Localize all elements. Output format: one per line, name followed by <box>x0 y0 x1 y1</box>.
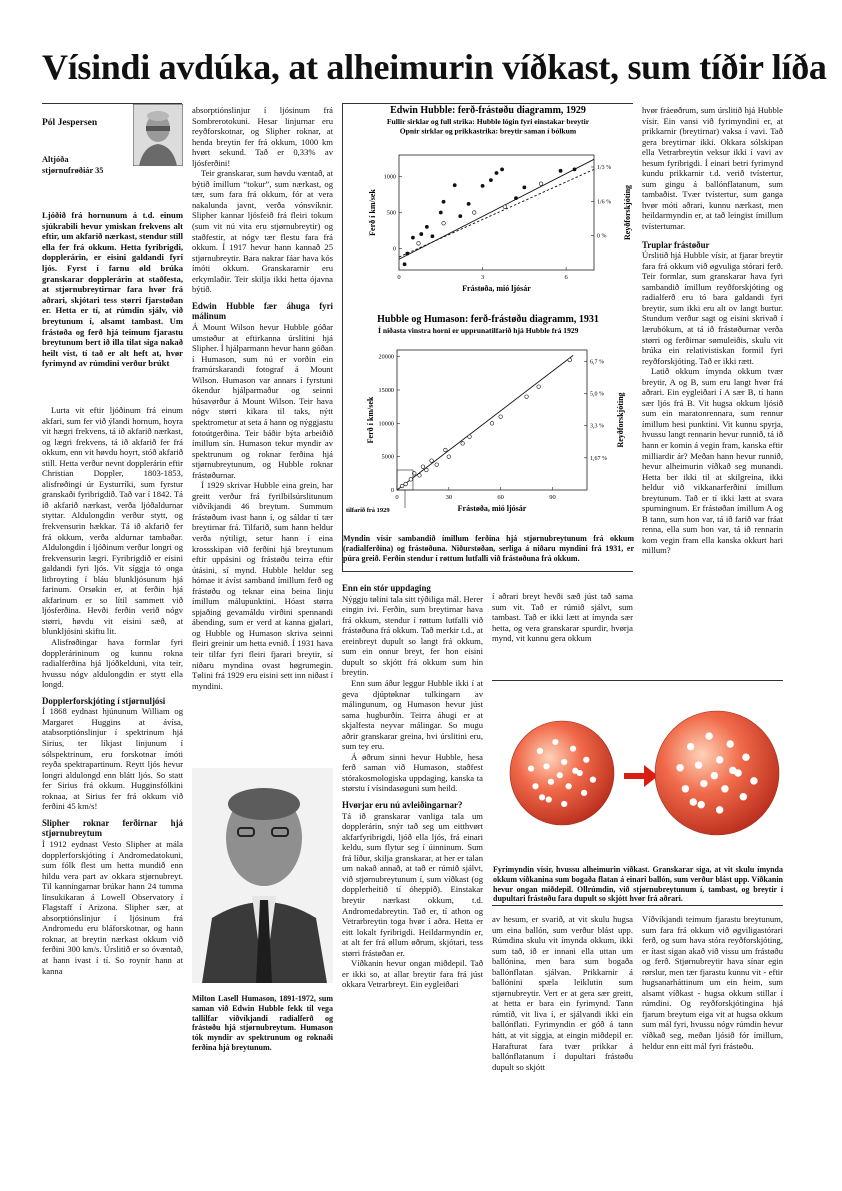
galaxy-dot <box>543 763 549 769</box>
paragraph: Í 1929 skrivar Hubble eina grein, har greitt verður frá fyrilbilsúrslitunum viðvíkjandi 46 breytum. Summum frástøðum ivast hann í, og sáldar tí tær breytirnar frá. Tilfarið, sum hann heldur verða nýtiligt, setur hann í eina krossskipan við ferðini hjá breytunum eftir uppásini og frástøðu teirra eftir útásini, sí mynd. Hubble heldur seg hómae it ávíst samband ímillum ferð og frástøðu og teknar eina beina linju ímillum málupunktini. Hóast størra spjaðing gevamáldu virðini spennandi ábending, sum er verd at kanna gjølari, og Hubble og Humason skriva seinni fleiri greinir um hetta evnið. Í 1931 hava teir tilfar fyri fleiri fjarari breytir, sí niðaru myndina ovast høgrumegin. Tølini frá 1929 eru eisini sett inn niðast í myndini. <box>192 480 333 691</box>
y-tick-label: 15000 <box>378 387 394 394</box>
chart-subtitle: Opnir sirklar og prikkastrika: breytir saman í bólkum <box>399 126 577 136</box>
inset-label: tilfarið frá 1929 <box>346 507 390 514</box>
data-point <box>539 182 543 186</box>
galaxy-dot <box>537 748 543 754</box>
data-point <box>559 169 562 172</box>
data-point <box>499 415 503 419</box>
galaxy-dot <box>572 768 578 774</box>
y2-tick-label: 1/6 % <box>597 199 612 206</box>
galaxy-dot <box>581 790 587 796</box>
section-heading: Edwin Hubble fær áhuga fyri málinum <box>192 300 333 322</box>
paragraph: Latið okkum ímynda okkum tvær breytir, A og B, sum eru langt hvør frá aðrari. Ein eygleiðari í A sær B, tí hann sær ljós frá B. Vit hugsa okkum ljósið sum ein maratonrennara, sum rennur ímillum hesi punktini. Vit kunnu spyrja, hvussu langt rennarin hevur runnið, tá ið hann er komin á vegin fram, kanska eftir milliardir ár? Meðan hann hevur runnið, hevur alheimurin víðkað seg munandi. Hetta ber ikki til at skilgreina, ikki heldur við vikkanarferðini ímillum breytunum. Tað er tí ikki lætt at svara spurningnum. Er frástøðan ímillum A og B tann, sum hon var, tá ið farið var fráat renna, ella sum hon var, tá ið rennarin kom vegin fram ella kanska okkurt hari millum? <box>642 366 783 556</box>
column-3 <box>342 583 483 990</box>
galaxy-dot <box>676 764 683 771</box>
galaxy-dot <box>711 772 718 779</box>
chart-title: Hubble og Humason: ferð-frástøðu diagramm, 1931 <box>377 314 599 325</box>
data-point <box>481 184 484 187</box>
galaxy-dot <box>697 801 704 808</box>
paragraph: Víðkanin hevur ongan miðdepil. Tað er ikki so, at allar breytir fara frá júst okkara Vetrarbreyt. Ein eygleiðari <box>342 958 483 990</box>
galaxy-dot <box>528 765 534 771</box>
data-point <box>490 422 494 426</box>
y2-tick-label: 5,0 % <box>590 391 604 398</box>
expansion-arrow <box>624 765 658 787</box>
data-point <box>431 235 434 238</box>
photo-caption: Milton Lasell Humason, 1891-1972, sum saman við Edwin Hubble fekk til vega tallilfar viðvíkjandi radialferð og frástøðu hjá stjørnubreytum. Humason tók myndir av spektrunum og roknaði ferðina hjá breytunum. <box>192 994 333 1052</box>
data-point <box>400 484 404 488</box>
author-name: Pól Jespersen <box>42 118 98 128</box>
paragraph: Teir granskarar, sum høvdu væntað, at býtið ímillum “tokur”, sum nærkast, og tær, sum fara frá okkum, fór at vera nakalunda javnt, verða vónsvíknir. Slipher kannar ljósfeið frá fleiri tokum (sum vit nú vita eru stjørnubreytir) og staðfestir, at nógv tær flestu fara frá okkum. Í 1917 hevur hann kannað 25 stjørnubreytir. Bara nakrar fáar hava kós ímóti okkum. Granskararnir eru erkymlaðir. Teir skilja ikki hetta ójavna býtið. <box>192 168 333 295</box>
paragraph: Á Mount Wilson hevur Hubble góðar umstøður at eftirkanna úrslitini hjá Slipher. Í hjálparmann hevur hann góðan í Humason, sum nú er vorðin ein framúrskarandi fotograf á Mount Wilson. Humason var annars í fyrstuni ókendur hjálparmaður og seinni húsavørður á Mount Wilson. Teir hava nógv størri kikara til taks, nýtt spektrometur at seta á hann og nýggjastu fotoútgerðina. Teir báðir býta arbeiðið ímillum sín. Humason tekur myndir av spektrunum og roknar ferðina hjá stjørnubreytunum, og Hubble roknar frástøðurnar. <box>192 322 333 480</box>
y2-axis-label: Reyðforskjóting <box>623 184 632 241</box>
paragraph: Nýggju tølini tala sitt týðiliga mál. Herer eingin ivi. Ferðin, sum breytirnar hava frá okkum, stendur í røttum lutfalli við frástøðuna frá okkum. Tað merkir t.d., at ereinbreyt dupult so langt frá okkum, sum ein onnur breyt, fer hon eisini dupult so skjótt frá okkum sum hin breytin. <box>342 593 483 678</box>
chart-bottom-rule <box>342 571 633 572</box>
paragraph: Víðvíkjandi teimum fjarastu breytunum, sum fara frá okkum við øgviligastórari ferð, og sum hava stóra reyðforskjóting, er ítast sigan akað við vissu um frástøðu og ferð. Stjørnubreytir hava sínar egin rørslur, men tær fjarastu kunnu vit - eftir hugsanarháttinum um ein heim, sum alsamt víðkast - hugsa okkum stillar í rúmdini. Og reyðforskjótingina hjá fjarum breytum eiga vit at hugsa okkum sum mál fyri, hvussu nógv rúmdin hevur víðkað seg, meðan ljósið fór ímillum, heldur enn eitt mál fyri frástøðu. <box>642 914 783 1051</box>
data-point <box>417 242 421 246</box>
article-lead: Ljóðið frá hornunum á t.d. einum sjúkrabili hevur ymiskan frekvens alt eftir, um akfarið nærkast, stendur still ella fer frá okkum. Hetta fyribrigdi, dopplerárin, er eisini galdandi fyri ljós. Fyrst í farnu øld brúka granskarar dopplerárin at staðfesta, at stjørnubreytirnar fara hvør frá aðrari, skjótari tess størri fjarstøðan er. Hetta er tí, at rúmdin sjálv, við breytunum í, alsamt tambast. Um frástøða og ferð hjá teimum fjarastu breytunum bert ið illa tilat siga nakað heilt víst, tí tað er alt heft at, hvør fyrimynd av rúmdini verður brúkt <box>42 210 183 369</box>
article-title: Vísindi avdúka, at alheimurin víðkast, sum tíðir líða <box>42 47 827 87</box>
galaxy-dot <box>548 779 554 785</box>
data-point <box>514 197 517 200</box>
galaxy-dot <box>552 739 558 745</box>
galaxy-dot <box>561 801 567 807</box>
data-point <box>444 448 448 452</box>
data-point <box>500 168 503 171</box>
chart-caption: Myndin vísir sambandið ímillum ferðina hjá stjørnubreytunum frá okkum (radialferðina) og frástøðuna. Niðurstøðan, serliga á niðaru myndini frá 1931, er púra greið. Ferðin stendur í røttum lutfalli við frástøðuna frá okkum. <box>343 534 634 563</box>
data-point <box>409 478 413 482</box>
large-balloon <box>655 711 779 835</box>
data-point <box>459 214 462 217</box>
galaxy-dot <box>742 753 749 760</box>
paragraph: í aðrari breyt hevði sæð júst tað sama sum vit. Tað er rúmið sjálvt, sum tambast. Tað er ikki lætt at ímynda sær hetta, og vera granskarar spurdir, hvørja mynd, vit kunnu gera okkum <box>492 591 633 644</box>
chart-hubble-humason-1931 <box>342 312 633 530</box>
data-point <box>435 463 439 467</box>
author-portrait <box>133 104 183 166</box>
data-point <box>573 168 576 171</box>
x-tick-label: 3 <box>480 274 485 281</box>
y2-tick-label: 3,3 % <box>590 423 604 430</box>
y2-tick-label: 1/3 % <box>597 165 612 172</box>
galaxy-dot <box>557 772 563 778</box>
column-2 <box>192 105 333 691</box>
balloon-figure <box>492 681 783 861</box>
x-tick-label: 0 <box>397 274 401 281</box>
paragraph: Enn sum áður leggur Hubble ikki í at geva djúptøknar tulkingarn av málingunum, og Humason hevur júst sama hugburðin. Teirra áhugi er at skjalfesta neyvar málingar. So mugu aðrir granskarar greina, hvi úrslitini eru, sum tey eru. <box>342 677 483 752</box>
paragraph: Í 1912 eydnast Vesto Slipher at mála dopplerforskjóting í Andromedatokuni, sum fólk flest um hetta mundið enn hildu vera part av okkara stjørnubreyt. Til kanningarnar brúkar hann 24 tumma linsukikaran á Lowell Observatory í Flagstaff í Arizona. Slipher sær, at absorptiónslinjur í ljósinum frá Andromedu eru bláforskotnar, og hann roknar, at breytin nærkast okkum við ferðini 300 km/s. Úrslitið er so óvæntað, at hann ivast í tí. So roynir hann at kanna <box>42 839 183 976</box>
data-point <box>425 225 428 228</box>
galaxy-dot <box>726 740 733 747</box>
x-tick-label: 30 <box>445 494 453 501</box>
paragraph: Tá ið granskarar vanliga tala um dopplerárin, snýr tað seg um eitthvørt akfarfyribrigdi, ljóð ella ljós, frá einari keldu, sum flytur seg í úinninum. Sum frá líður, skilja granskarar, at her er talan um nakað annað, at tað er rúmið sjálvt, við stjørnubreytunum í, sum víðkast (og dopplerheitið tí óheppið). Einstakar breytir nærkast okkum, t.d. Andromedabreytin. Tað er, tí athon og Vetrarbreytin toga hvør í aðra. Hetta er eitt lokalt fyribrigdi. Heildarmyndin er, at alt fer frá øllum øðrum, skjótari, tess størri frástøðan er. <box>342 810 483 958</box>
y2-tick-label: 0 % <box>597 233 607 240</box>
data-point <box>523 186 526 189</box>
section-heading: Hvørjar eru nú avleiðingarnar? <box>342 799 463 810</box>
data-point <box>442 200 445 203</box>
section-heading: Slipher roknar ferðirnar hjá stjørnubreytum <box>42 817 183 839</box>
galaxy-dot <box>590 777 596 783</box>
y-tick-label: 5000 <box>381 453 394 461</box>
data-point <box>404 482 408 486</box>
y-axis-label: Ferð í km/sek <box>366 396 375 444</box>
data-point <box>421 465 425 469</box>
data-point <box>403 263 406 266</box>
x-tick-label: 90 <box>549 494 556 501</box>
data-point <box>468 435 472 439</box>
paragraph: Lurta vit eftir ljóðinum frá einum akfari, sum fer við ýlandi hornum, hoyra vit hægri frekvens, tá ið akfarið nærkast, og lægri frekvens, tá ið akfarið fer frá okkum, enn vit høvdu hoyrt, stóð akfarið still. Hetta verður nevnt dopplerárin eftir Christian Doppler, 1803-1853, alisfrøðingi úr Eysturríki, sum fyrstur granskaði fyribrigdið. Tað var í 1842. Tá ið akfarið nærkast, verða ljóðaldurnar styttar. Aldulongdin verður stytt, og frekvensurin hækkar. Tá ið akfarið fer frá okkum, verða aldurnar tambaðar. Aldulongdin í ljóðinum verður longri og frekvensurin lægri. Fyribrigdið er eisini galdandi fyri ljós. Vit síggja tó onga litbroyting í bláu blunkljósunum hjá farinum. Orsøkin er, at ferðin hjá akfarinum er so lítil sammett við ljósferðina. Hevði ferðin verið nógv størri, høvdu vit eisini sæð, at blunkljósini skiftu lit. <box>42 405 183 637</box>
column-1 <box>42 405 183 976</box>
data-point <box>439 211 442 214</box>
galaxy-dot <box>716 806 723 813</box>
y2-axis-label: Reyðforskjóting <box>616 392 625 448</box>
data-point <box>472 211 476 215</box>
galaxy-dot <box>532 783 538 789</box>
galaxy-dot <box>729 767 736 774</box>
x-tick-label: 0 <box>395 494 399 501</box>
author-role <box>42 155 104 176</box>
galaxy-dot <box>695 761 702 768</box>
x-axis-label: Frástøða, mió ljósár <box>462 284 531 293</box>
galaxy-dot <box>700 780 707 787</box>
data-point <box>503 205 507 209</box>
author-role-line2: stjørnufrøðiár 35 <box>42 165 104 175</box>
data-point <box>489 179 492 182</box>
small-balloon <box>510 721 614 825</box>
data-point <box>568 358 572 362</box>
data-point <box>442 221 446 225</box>
y-tick-label: 0 <box>392 245 396 253</box>
data-point <box>425 468 429 472</box>
humason-photo <box>192 768 333 983</box>
y-axis-label: Ferð í km/sek <box>368 189 377 236</box>
galaxy-dot <box>687 743 694 750</box>
x-tick-label: 6 <box>564 274 568 281</box>
data-point <box>447 455 451 459</box>
column-4 <box>642 105 783 556</box>
balloon-caption: Fyrimyndin vísir, hvussu alheimurin víðkast. Granskarar siga, at vit skulu ímynda okkum víðkanina sum bogaða flatan á einari ballón, sum verður blást upp. Víðkanin hevur ongan miðdepil. Ollrúmdin, við stjørnubreytunum í, tambast, og breytir í dupultari frástøðu fara dupult so skjótt hvør frá aðrari. <box>493 865 783 904</box>
y-tick-label: 500 <box>386 209 396 217</box>
paragraph: hvør fráeøðrum, sum úrslitið hjá Hubble vísir. Ein vansi við fyrimyndini er, at prikkarnir (breytirnar) vaksa í vavi. Tað gera breytirnar ikki. Okkara sólskipan ella Vetrarbreytin veksur ikki í vavi av hesum fyribrigdi. Í einari betri fyrimynd kundu prikkarnir t.d. verið tvístertur, sum gingu á ballónflatanum, sum tambaðist. Tvær tvístertur, sum ganga hvør móti aðrari, kunnu nærkast, men heildarmyndin er, at tað leingist ímillum tvístertumar. <box>642 105 783 232</box>
galaxy-dot <box>570 746 576 752</box>
author-role-line1: Altjóða <box>42 155 69 164</box>
y2-tick-label: 1,67 % <box>590 455 607 462</box>
galaxy-dot <box>539 794 545 800</box>
data-point <box>525 395 529 399</box>
chart-subtitle: Í niðasta vinstra horni er upprunatilfarið hjá Hubble frá 1929 <box>378 326 579 335</box>
paragraph: Alisfrøðingar hava formlar fyri dopplerárininum og kunnu rokna radialferðina hjá ljóðkelduni, vita teir, hvussu nógv aldulongdin er stytt ella longd. <box>42 637 183 690</box>
section-heading: Enn ein stór uppdaging <box>342 583 431 593</box>
x-axis-label: Frástøða, mió ljósár <box>457 504 527 513</box>
paragraph: absorptiónslinjur í ljósinum frá Sombrerotokuni. Hesar linjurnar eru reyðforskotnar, og Slipher roknar, at henda breytin fer frá okkum, 1000 km hvørt sekund. Tað er 0,33% av ljósferðini! <box>192 105 333 168</box>
data-point <box>430 459 434 463</box>
galaxy-dot <box>682 785 689 792</box>
data-point <box>418 474 422 478</box>
data-point <box>495 171 498 174</box>
column-4b <box>642 914 783 1051</box>
chart-hubble-1929 <box>342 103 633 308</box>
data-point <box>467 202 470 205</box>
section-heading: Dopplerforskjóting í stjørnuljósi <box>42 695 166 706</box>
data-point <box>461 442 465 446</box>
balloon-bottom-rule <box>492 905 783 906</box>
data-point <box>420 232 423 235</box>
galaxy-dot <box>716 756 723 763</box>
galaxy-dot <box>690 798 697 805</box>
galaxy-dot <box>740 793 747 800</box>
galaxy-dot <box>561 759 567 765</box>
column-3c <box>492 914 633 1072</box>
galaxy-dot <box>721 785 728 792</box>
galaxy-dot <box>566 783 572 789</box>
galaxy-dot <box>583 757 589 763</box>
section-heading: Truplar frástøður <box>642 239 710 250</box>
paragraph: Úrslitið hjá Hubble vísir, at fjarar breytir fara frá okkum við øgvuliga stórari ferð. Teir formlar, sum granskarar hava fyri sambandið ímillum reyðforskjóting og radialferð eru tó bara galdandi fyri breytir, sum ikki eru alt ov langt burtur. Stundum verður sagt og eisini skrivað í lærubókum, at tá ið frástøðurnar verða størri og ferðirnar sømuleiðis, skulu vit brúka ein relativistiskan formil fyri reyðforskjóting. Tað er ikki rætt. <box>642 250 783 366</box>
paragraph: av hesum, er svarið, at vit skulu hugsa um eina ballón, sum verður blást upp. Rúmdina skulu vit ímynda okkum, ikki sum tað, ið er innani ella uttan um ballónina, men bara sum bogaða ballónflatan sjálvan. Prikkarnir á ballónini spæla leiklutin sum stjørnubreytir. Vert er at gera sær greitt, at hetta er bara ein fyrimynd. Tann rúmtíð, vit liva í, er sjálvandi ikki ein ballónflati. Fyrimyndin er góð á tann hátt, at vit síggja, at eingin miðdepil er. Harafturat fara tvær prikkar á ballónflatanum í dupultari frástøðu dupult so skjótt <box>492 914 633 1072</box>
x-tick-label: 60 <box>497 494 504 501</box>
chart-subtitle: Fullir sirklar og full strika: Hubble lógin fyri einstakar breytir <box>386 117 590 126</box>
galaxy-dot <box>705 732 712 739</box>
galaxy-dot <box>546 796 552 802</box>
chart-title: Edwin Hubble: ferð-frástøðu diagramm, 1929 <box>390 105 586 116</box>
y-tick-label: 10000 <box>378 420 394 428</box>
paragraph: Í 1868 eydnast hjúnunum William og Margaret Huggins at ávísa, atabsorptiónslinjur í spektrinum hjá Sirius, ter líkjast linjunum í sólspektrinum, eru forskotnar ímóti reyða spektrapartinum. Reytt ljós hevur longri aldulongd enn blátt ljós. So statt fer Sirius frá okkum. Hugginsfólkini roknaa, at Sirius fer frá okkum við ferðini 45 km/s! <box>42 706 183 812</box>
data-point <box>453 184 456 187</box>
galaxy-dot <box>750 777 757 784</box>
y-tick-label: 1000 <box>383 173 396 181</box>
y-tick-label: 0 <box>390 487 394 494</box>
data-point <box>411 236 414 239</box>
y2-tick-label: 6,7 % <box>590 359 604 366</box>
data-point <box>406 252 409 255</box>
data-point <box>537 385 541 389</box>
y-tick-label: 20000 <box>378 353 394 361</box>
paragraph: Á øðrum sinni hevur Hubble, hesa ferð saman við Humason, staðfest stórakosmologiska uppdaging, kanska ta størstu í vísindasøguni sum heild. <box>342 751 483 794</box>
column-3b <box>492 591 633 644</box>
